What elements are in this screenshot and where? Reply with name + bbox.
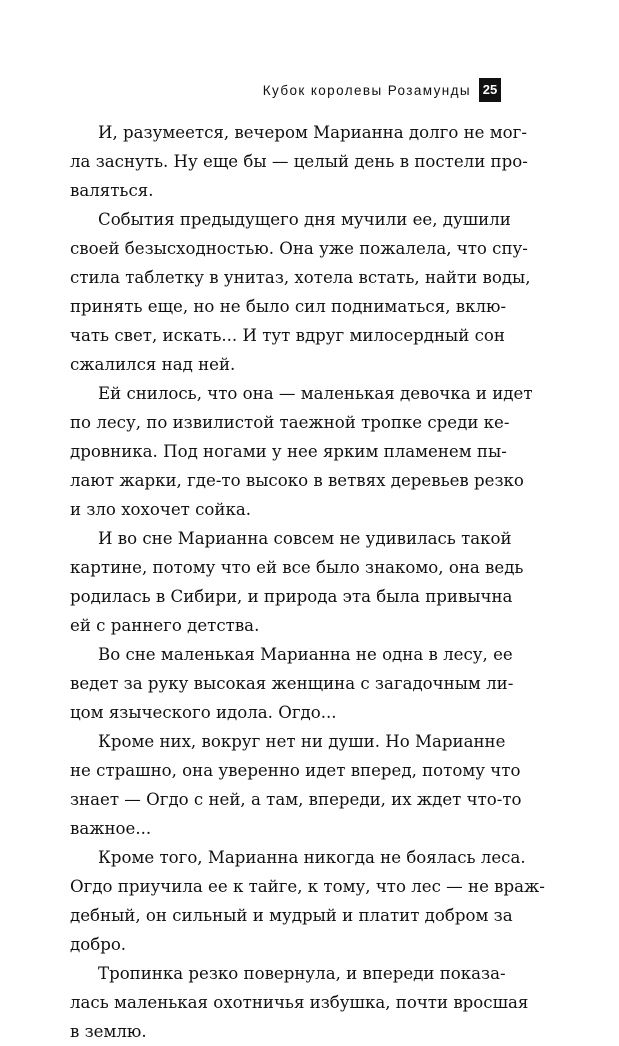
text-line: Тропинка резко повернула, и впереди показа- [98, 964, 506, 983]
text-line: в землю. [70, 1022, 147, 1041]
text-line: стила таблетку в унитаз, хотела встать, найти воды, [70, 268, 531, 287]
text-line: знает — Огдо с ней, а там, впереди, их ждет что-то [70, 790, 522, 809]
text-line: сжалился над ней. [70, 355, 236, 374]
paragraph [70, 118, 528, 205]
text-line: дровника. Под ногами у нее ярким пламенем пы- [70, 442, 507, 461]
text-line: И во сне Марианна совсем не удивилась такой [98, 529, 512, 548]
text-line: Во сне маленькая Марианна не одна в лесу, ее [98, 645, 513, 664]
text-line: лают жарки, где-то высоко в ветвях деревьев резко [70, 471, 524, 490]
text-line: добро. [70, 935, 127, 954]
paragraph [70, 640, 514, 727]
text-line: ла заснуть. Ну еще бы — целый день в постели про- [70, 152, 528, 171]
text-line: Огдо приучила ее к тайге, к тому, что лес — не враж- [70, 877, 545, 896]
paragraph [70, 524, 524, 640]
paragraph [70, 379, 533, 524]
text-line: картине, потому что ей все было знакомо, она ведь [70, 558, 524, 577]
text-line: важное... [70, 819, 152, 838]
text-line: лась маленькая охотничья избушка, почти вросшая [70, 993, 529, 1012]
text-line: и зло хохочет сойка. [70, 500, 252, 519]
text-line: События предыдущего дня мучили ее, душили [98, 210, 511, 229]
text-line: валяться. [70, 181, 154, 200]
text-line: своей безысходностью. Она уже пожалела, что спу- [70, 239, 528, 258]
text-line: И, разумеется, вечером Марианна долго не мог- [98, 123, 527, 142]
text-line: Кроме них, вокруг нет ни души. Но Марианне [98, 732, 506, 751]
paragraph [70, 959, 529, 1046]
text-line: не страшно, она уверенно идет вперед, потому что [70, 761, 521, 780]
paragraph [70, 727, 522, 843]
page-body [70, 118, 545, 1046]
paragraph [70, 205, 531, 379]
running-header [263, 78, 501, 102]
text-line: родилась в Сибири, и природа эта была привычна [70, 587, 513, 606]
text-line: цом языческого идола. Огдо... [70, 703, 337, 722]
text-line: принять еще, но не было сил подниматься, вклю- [70, 297, 507, 316]
running-title: Кубок королевы Розамунды [262, 82, 471, 98]
text-line: Кроме того, Марианна никогда не боялась леса. [98, 848, 526, 867]
page-number: 25 [479, 78, 501, 102]
text-line: ей с раннего детства. [70, 616, 260, 635]
text-line: по лесу, по извилистой таежной тропке среди ке- [70, 413, 510, 432]
text-line: чать свет, искать... И тут вдруг милосердный сон [70, 326, 505, 345]
text-line: Ей снилось, что она — маленькая девочка и идет [98, 384, 533, 403]
text-line: дебный, он сильный и мудрый и платит добром за [70, 906, 513, 925]
paragraph [70, 843, 545, 959]
text-line: ведет за руку высокая женщина с загадочным ли- [70, 674, 514, 693]
